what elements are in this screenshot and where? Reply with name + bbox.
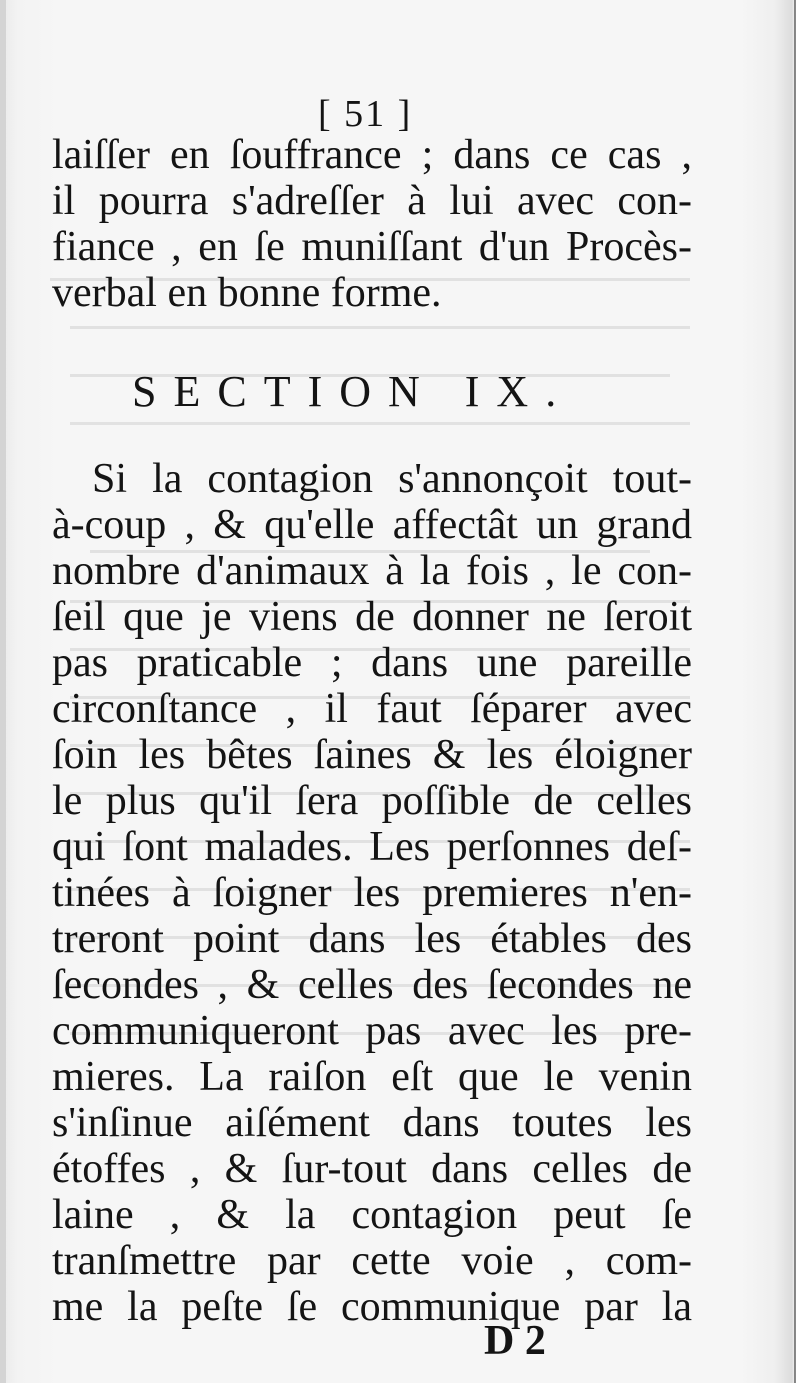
page-number: [ 51 ]: [318, 93, 413, 135]
text-line: Si la contagion s'annonçoit tout-: [92, 456, 692, 502]
text-line: ſeil que je viens de donner ne ſeroit: [52, 594, 692, 640]
paragraph-section-body: [52, 456, 692, 1330]
text-line: treront point dans les étables des: [52, 916, 692, 962]
text-line: le plus qu'il ſera poſſible de celles: [52, 778, 692, 824]
text-line: communiqueront pas avec les pre-: [52, 1008, 692, 1054]
signature-mark: D 2: [484, 1318, 546, 1364]
text-line: nombre d'animaux à la fois , le con-: [52, 548, 692, 594]
text-line: fiance , en ſe muniſſant d'un Procès-: [52, 224, 692, 270]
text-line: ſoin les bêtes ſaines & les éloigner: [52, 732, 692, 778]
text-line: laine , & la contagion peut ſe: [52, 1192, 692, 1238]
text-line: mieres. La raiſon eſt que le venin: [52, 1054, 692, 1100]
text-line: pas praticable ; dans une pareille: [52, 640, 692, 686]
text-line: à-coup , & qu'elle affectât un grand: [52, 502, 692, 548]
text-line: tranſmettre par cette voie , com-: [52, 1238, 692, 1284]
text-line: verbal en bonne forme.: [52, 270, 442, 316]
page-edge: [794, 0, 796, 1383]
text-line: me la peſte ſe communique par la: [52, 1284, 692, 1330]
section-heading: SECTION IX.: [132, 367, 574, 416]
text-line: tinées à ſoigner les premieres n'en-: [52, 870, 692, 916]
text-line: circonſtance , il faut ſéparer avec: [52, 686, 692, 732]
text-line: étoffes , & ſur-tout dans celles de: [52, 1146, 692, 1192]
text-line: qui ſont malades. Les perſonnes deſ-: [52, 824, 692, 870]
text-line: il pourra s'adreſſer à lui avec con-: [52, 178, 692, 224]
text-line: laiſſer en ſouffrance ; dans ce cas ,: [52, 132, 692, 178]
paragraph-continuation: [52, 132, 692, 316]
text-line: s'inſinue aiſément dans toutes les: [52, 1100, 692, 1146]
page-gutter-shadow: [0, 0, 6, 1383]
text-line: ſecondes , & celles des ſecondes ne: [52, 962, 692, 1008]
